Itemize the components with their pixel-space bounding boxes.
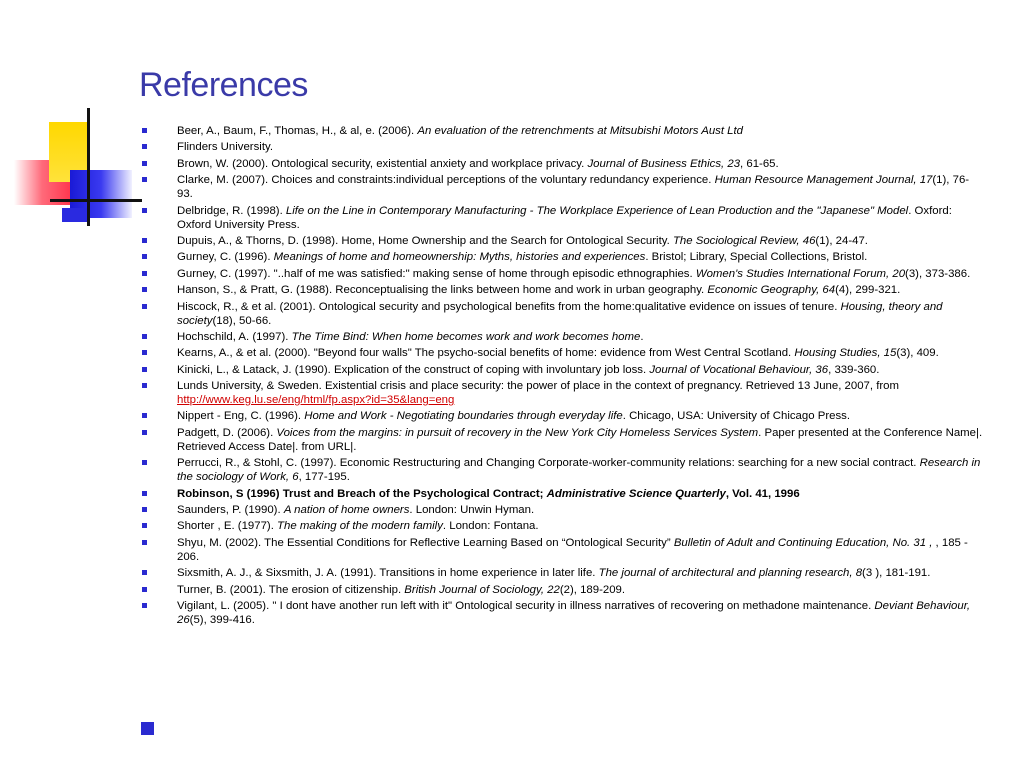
bullet-icon <box>142 254 147 259</box>
reference-text: Gurney, C. (1997). "..half of me was satisfied:" making sense of home through episodic ethnographies. <box>177 267 696 280</box>
bullet-icon <box>142 413 147 418</box>
reference-details: . Oxford: Oxford University Press. <box>177 204 952 231</box>
bullet-icon <box>142 287 147 292</box>
reference-source: Human Resource Management Journal, 17 <box>714 174 933 187</box>
reference-text: Hanson, S., & Pratt, G. (1988). Reconceptualising the links between home and work in urban geography. <box>177 284 708 297</box>
reference-item <box>139 536 984 564</box>
reference-text: Dupuis, A., & Thorns, D. (1998). Home, Home Ownership and the Search for Ontological Security. <box>177 234 673 247</box>
bullet-icon <box>142 238 147 243</box>
reference-details: (18), 50-66. <box>212 314 272 327</box>
bullet-icon <box>142 271 147 276</box>
reference-source: A nation of home owners <box>283 504 410 517</box>
reference-source: Economic Geography, 64 <box>707 284 836 297</box>
bullet-icon <box>142 208 147 213</box>
bullet-icon <box>142 334 147 339</box>
reference-text: Brown, W. (2000). Ontological security, existential anxiety and workplace privacy. <box>177 157 588 170</box>
bullet-icon <box>142 603 147 608</box>
reference-source: The Sociological Review, 46 <box>672 234 816 247</box>
reference-link[interactable]: http://www.keg.lu.se/eng/html/fp.aspx?id=35&lang=eng <box>177 394 455 407</box>
reference-item <box>139 566 984 580</box>
horizontal-rule <box>50 199 142 202</box>
bullet-icon <box>142 128 147 133</box>
reference-text: Perrucci, R., & Stohl, C. (1997). Economic Restructuring and Changing Corporate-worker-community relations: searching for a new social contract. <box>177 457 920 470</box>
reference-text: Clarke, M. (2007). Choices and constraints:individual perceptions of the voluntary redundancy experience. <box>177 174 715 187</box>
reference-source: Administrative Science Quarterly <box>546 487 726 500</box>
bullet-icon <box>142 491 147 496</box>
reference-item <box>139 346 984 360</box>
reference-item <box>139 503 984 517</box>
bullet-icon <box>142 540 147 545</box>
bullet-icon <box>142 570 147 575</box>
reference-text: Nippert - Eng, C. (1996). <box>177 410 305 423</box>
reference-details: (1), 24-47. <box>815 234 868 247</box>
reference-text: Hochschild, A. (1997). <box>177 330 292 343</box>
reference-text: Gurney, C. (1996). <box>177 251 274 264</box>
reference-item <box>139 157 984 171</box>
reference-item <box>139 250 984 264</box>
reference-source: Deviant Behaviour, 26 <box>177 599 971 626</box>
reference-item <box>139 140 984 154</box>
bullet-icon <box>142 367 147 372</box>
bullet-icon <box>142 161 147 166</box>
reference-details: (3), 409. <box>896 347 939 360</box>
slide-title: References <box>139 66 308 104</box>
reference-item <box>139 330 984 344</box>
reference-source: Journal of Vocational Behaviour, 36 <box>649 363 829 376</box>
reference-text: Shorter , E. (1977). <box>177 520 278 533</box>
reference-item <box>139 234 984 248</box>
bullet-icon <box>142 304 147 309</box>
reference-text: Lunds University, & Sweden. Existential crisis and place security: the power of place in the context of pregnancy. Retrieved 13 June, 2007, from <box>177 380 899 393</box>
reference-text: Flinders University. <box>177 141 273 154</box>
reference-source: The Time Bind: When home becomes work and work becomes home <box>291 330 641 343</box>
reference-item <box>139 300 984 328</box>
reference-text: Padgett, D. (2006). <box>177 426 277 439</box>
reference-details: (4), 299-321. <box>835 284 901 297</box>
reference-text: Sixsmith, A. J., & Sixsmith, J. A. (1991). Transitions in home experience in later life. <box>177 567 599 580</box>
reference-details: (3), 373-386. <box>905 267 971 280</box>
reference-source: Research in the sociology of Work, 6 <box>177 457 981 484</box>
reference-details: . Chicago, USA: University of Chicago Press. <box>622 410 851 423</box>
reference-source: An evaluation of the retrenchments at Mitsubishi Motors Aust Ltd <box>417 125 744 137</box>
reference-source: Housing Studies, 15 <box>794 347 897 360</box>
reference-source: Bulletin of Adult and Continuing Education, No. 31 , <box>673 536 933 549</box>
reference-source: Women's Studies International Forum, 20 <box>695 267 906 280</box>
footer-square-icon <box>141 722 154 735</box>
reference-source: Meanings of home and homeownership: Myths, histories and experiences <box>273 251 646 264</box>
reference-item <box>139 363 984 377</box>
reference-source: Journal of Business Ethics, 23 <box>587 157 741 170</box>
reference-details: . <box>640 330 644 343</box>
reference-item <box>139 409 984 423</box>
reference-item <box>139 426 984 454</box>
reference-list <box>139 124 984 629</box>
reference-source: Voices from the margins: in pursuit of recovery in the New York City Homeless Services System <box>276 426 759 439</box>
reference-details: . London: Fontana. <box>442 520 539 533</box>
reference-item <box>139 283 984 297</box>
vertical-rule <box>87 108 90 226</box>
bullet-icon <box>142 507 147 512</box>
reference-item <box>139 267 984 281</box>
blue-small-block <box>62 208 87 222</box>
reference-item <box>139 583 984 597</box>
reference-text: Kinicki, L., & Latack, J. (1990). Explication of the construct of coping with involuntary job loss. <box>177 363 650 376</box>
reference-details: , 185 - 206. <box>177 536 968 563</box>
reference-text: Kearns, A., & et al. (2000). "Beyond four walls" The psycho-social benefits of home: evidence from West Central Scotland. <box>177 347 795 360</box>
reference-details: . Paper presented at the Conference Name|. Retrieved Access Date|. from URL|. <box>177 426 983 453</box>
bullet-icon <box>142 460 147 465</box>
reference-details: (2), 189-209. <box>559 583 626 596</box>
bullet-icon <box>142 383 147 388</box>
bullet-icon <box>142 144 147 149</box>
bullet-icon <box>142 350 147 355</box>
reference-details: (5), 399-416. <box>189 613 255 626</box>
reference-item <box>139 519 984 533</box>
reference-text: Saunders, P. (1990). <box>177 504 284 517</box>
reference-source: Home and Work - Negotiating boundaries through everyday life <box>304 410 623 423</box>
reference-item <box>139 173 984 201</box>
reference-details: . Bristol; Library, Special Collections, Bristol. <box>645 251 868 264</box>
reference-details: , 339-360. <box>828 363 880 376</box>
reference-text: Turner, B. (2001). The erosion of citizenship. <box>177 583 405 596</box>
bullet-icon <box>142 587 147 592</box>
reference-text: Robinson, S (1996) Trust and Breach of the Psychological Contract; <box>177 487 547 500</box>
reference-source: Life on the Line in Contemporary Manufacturing - The Workplace Experience of Lean Production and the "Japanese" Model <box>285 204 909 217</box>
reference-text: Delbridge, R. (1998). <box>177 204 286 217</box>
reference-item <box>139 204 984 232</box>
reference-item <box>139 599 984 627</box>
reference-details: . London: Unwin Hyman. <box>409 504 535 517</box>
reference-details: (3 ), 181-191. <box>862 567 931 580</box>
reference-item <box>139 124 984 138</box>
reference-source: The making of the modern family <box>277 520 443 533</box>
reference-details: (1), 76-93. <box>177 174 970 201</box>
reference-details: , Vol. 41, 1996 <box>725 487 800 500</box>
reference-source: British Journal of Sociology, 22 <box>404 583 560 596</box>
reference-source: Housing, theory and society <box>177 300 943 327</box>
reference-details: , 61-65. <box>740 157 779 170</box>
reference-text: Vigilant, L. (2005). " I dont have another run left with it" Ontological security in illness narratives of recovering on methadone maintenance. <box>177 599 875 612</box>
bullet-icon <box>142 430 147 435</box>
reference-text: Hiscock, R., & et al. (2001). Ontological security and psychological benefits from the home:qualitative evidence on issues of tenure. <box>177 300 841 313</box>
bullet-icon <box>142 523 147 528</box>
reference-details: , 177-195. <box>298 471 350 484</box>
reference-item <box>139 379 984 407</box>
reference-item <box>139 456 984 484</box>
reference-item <box>139 487 984 501</box>
reference-text: Beer, A., Baum, F., Thomas, H., & al, e. (2006). <box>177 125 418 137</box>
bullet-icon <box>142 177 147 182</box>
reference-text: Shyu, M. (2002). The Essential Conditions for Reflective Learning Based on “Ontological Security” <box>177 536 674 549</box>
reference-source: The journal of architectural and planning research, 8 <box>598 567 863 580</box>
